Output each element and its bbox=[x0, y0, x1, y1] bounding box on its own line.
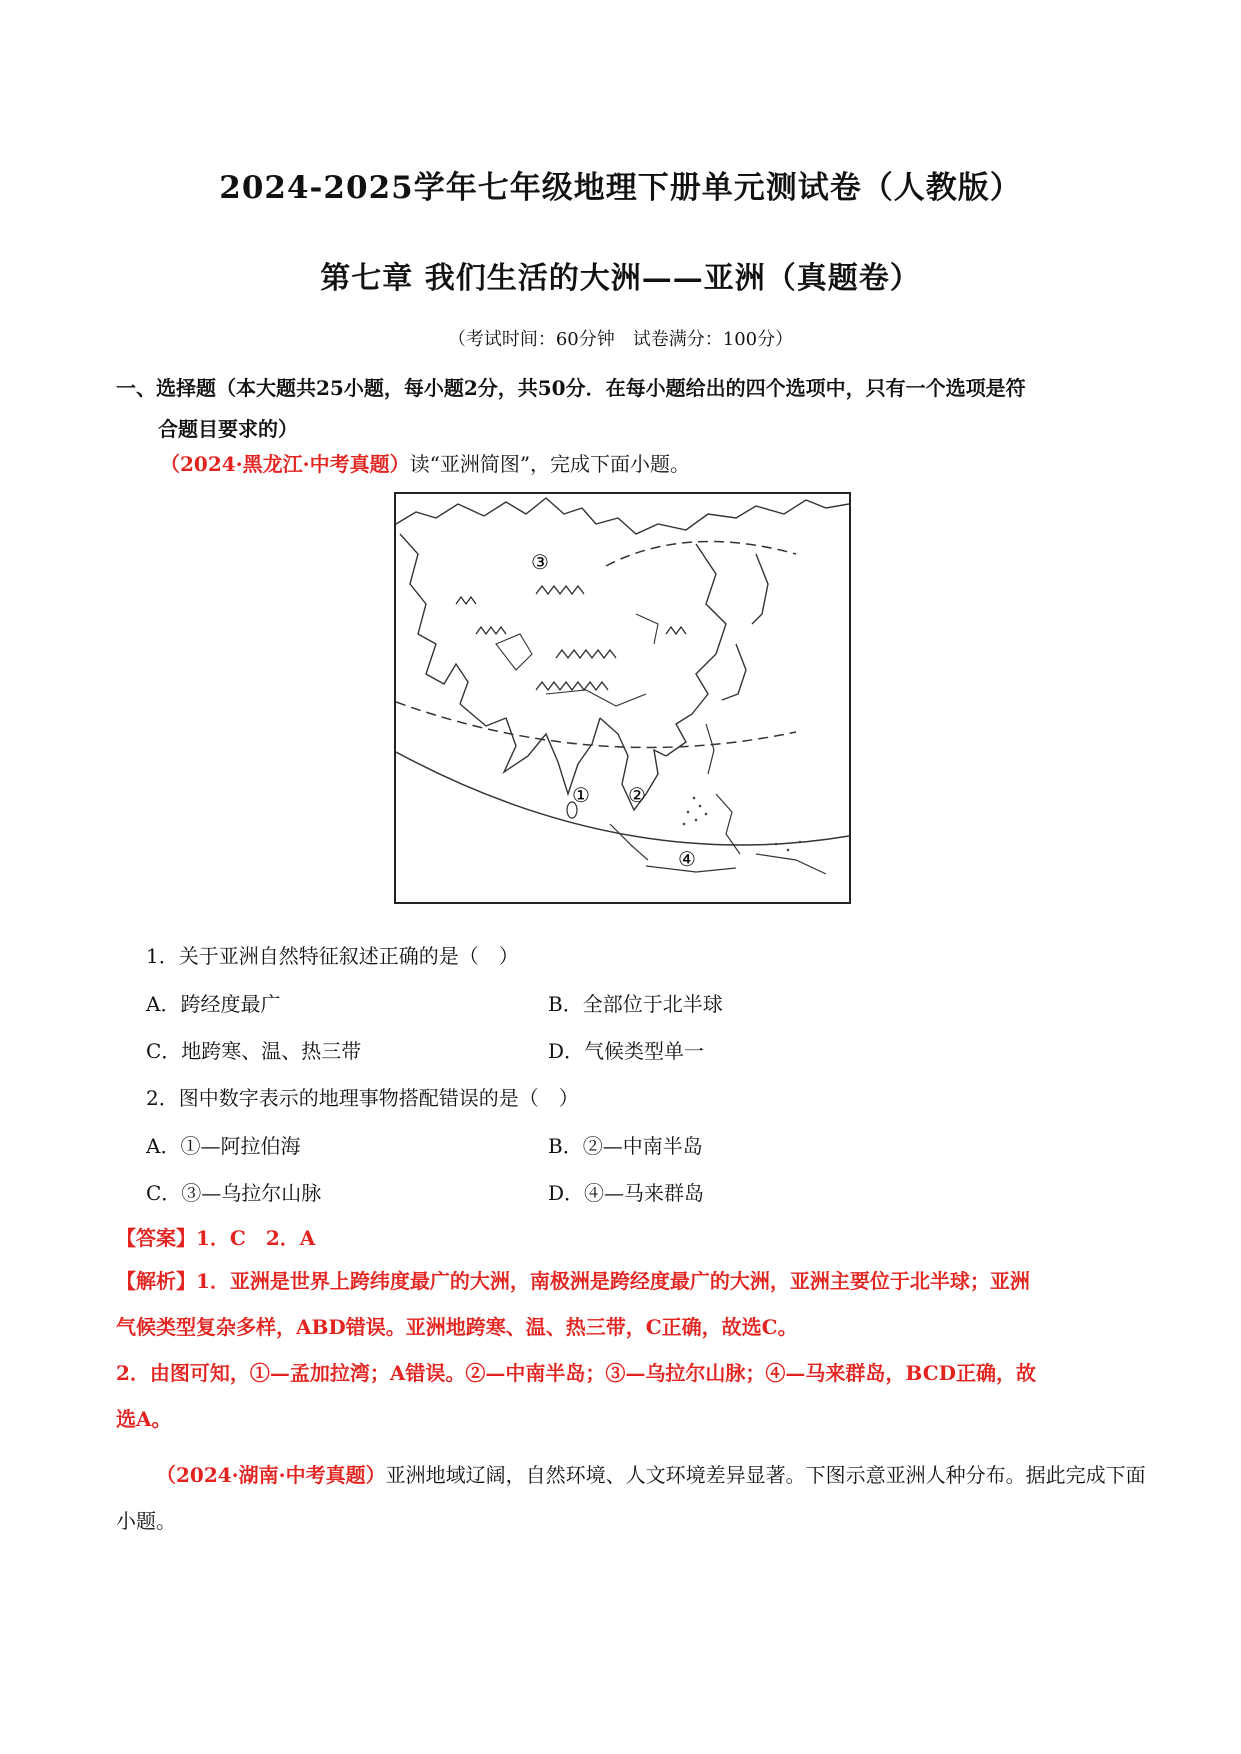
asia-map bbox=[394, 492, 851, 904]
group2-intro-text: 亚洲地域辽阔，自然环境、人文环境差异显著。下图示意亚洲人种分布。据此完成下面小题。 bbox=[116, 1463, 1146, 1533]
question-1-option-d: D．气候类型单一 bbox=[548, 1039, 705, 1063]
explanation-line-3: 2．由图可知，①—孟加拉湾；A错误。②—中南半岛；③—乌拉尔山脉；④—马来群岛，BCD正确，故 bbox=[116, 1361, 1036, 1385]
question-2-option-a: A．①—阿拉伯海 bbox=[146, 1134, 301, 1158]
question-1-stem: 1．关于亚洲自然特征叙述正确的是（ ） bbox=[146, 944, 519, 968]
group2-source: （2024·湖南·中考真题） bbox=[156, 1463, 386, 1487]
explanation-text-1: 1．亚洲是世界上跨纬度最广的大洲，南极洲是跨经度最广的大洲，亚洲主要位于北半球；亚洲 bbox=[196, 1269, 1030, 1293]
map-label-2: ② bbox=[628, 783, 646, 807]
answer-text: 1．C 2．A bbox=[196, 1226, 316, 1250]
explanation bbox=[116, 1258, 1146, 1442]
section-heading-line1: 一、选择题（本大题共25小题，每小题2分，共50分．在每小题给出的四个选项中，只有一个选项是符 bbox=[116, 376, 1026, 400]
map-label-3: ③ bbox=[531, 550, 549, 574]
map-label-1: ① bbox=[572, 783, 590, 807]
answer-line bbox=[116, 1223, 315, 1253]
group1-source: （2024·黑龙江·中考真题） bbox=[160, 452, 410, 476]
explanation-line-2: 气候类型复杂多样，ABD错误。亚洲地跨寒、温、热三带，C正确，故选C。 bbox=[116, 1315, 798, 1339]
question-1-option-b: B．全部位于北半球 bbox=[548, 992, 723, 1016]
explanation-line-1 bbox=[116, 1258, 1146, 1304]
explanation-line-4: 选A。 bbox=[116, 1407, 172, 1431]
map-label-4: ④ bbox=[678, 847, 696, 871]
question-2-option-b: B．②—中南半岛 bbox=[548, 1134, 703, 1158]
exam-info: （考试时间：60分钟 试卷满分：100分） bbox=[447, 329, 794, 350]
question-2-option-d: D．④—马来群岛 bbox=[548, 1181, 705, 1205]
question-2-option-c: C．③—乌拉尔山脉 bbox=[146, 1181, 322, 1205]
group1-intro bbox=[160, 449, 1150, 479]
explanation-label: 【解析】 bbox=[116, 1269, 196, 1293]
asia-map-graphic bbox=[396, 494, 849, 902]
question-2-stem: 2．图中数字表示的地理事物搭配错误的是（ ） bbox=[146, 1086, 579, 1110]
group2-intro bbox=[116, 1452, 1146, 1544]
answer-label: 【答案】 bbox=[116, 1226, 196, 1250]
question-1-option-c: C．地跨寒、温、热三带 bbox=[146, 1039, 362, 1063]
chapter-subtitle: 第七章 我们生活的大洲——亚洲（真题卷） bbox=[320, 261, 921, 296]
page-title: 2024-2025学年七年级地理下册单元测试卷（人教版） bbox=[219, 170, 1022, 206]
section-heading-line2: 合题目要求的） bbox=[158, 417, 298, 441]
question-1-option-a: A．跨经度最广 bbox=[146, 992, 281, 1016]
group1-intro-text: 读“亚洲简图”，完成下面小题。 bbox=[409, 452, 691, 476]
section-heading bbox=[116, 368, 1146, 450]
